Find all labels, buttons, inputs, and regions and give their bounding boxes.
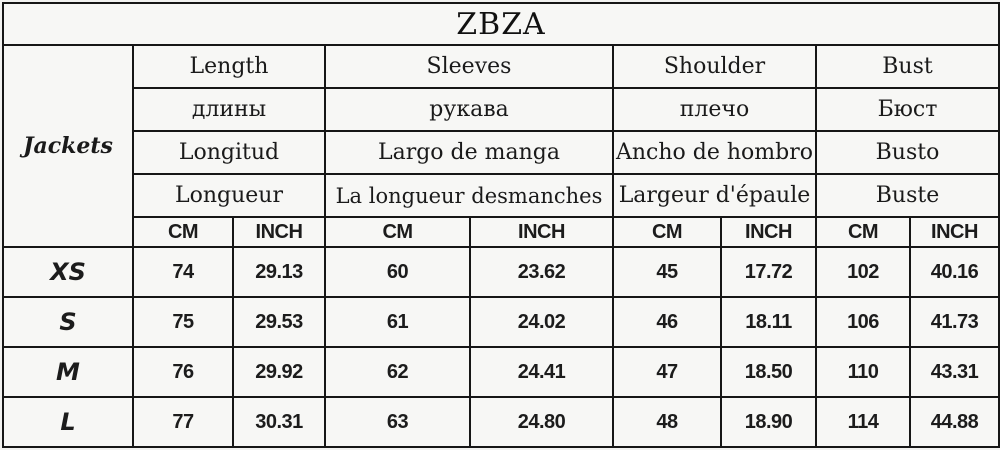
header-length-en: Length	[133, 45, 325, 88]
category-label: Jackets	[3, 45, 133, 247]
header-row-fr	[3, 174, 999, 217]
value-cell: 18.11	[721, 297, 816, 347]
value-cell: 29.53	[233, 297, 325, 347]
value-cell: 24.80	[470, 397, 613, 447]
header-row-en	[3, 45, 999, 88]
size-chart-table	[2, 2, 1000, 448]
size-label: L	[3, 397, 133, 447]
value-cell: 18.50	[721, 347, 816, 397]
header-shoulder-en: Shoulder	[613, 45, 816, 88]
value-cell: 106	[816, 297, 910, 347]
value-cell: 63	[325, 397, 470, 447]
table-row-xs	[3, 247, 999, 297]
value-cell: 62	[325, 347, 470, 397]
size-label: S	[3, 297, 133, 347]
unit-label-inch: INCH	[721, 217, 816, 247]
header-sleeves-ru: рукава	[325, 88, 613, 131]
header-sleeves-es: Largo de manga	[325, 131, 613, 174]
header-bust-fr: Buste	[816, 174, 999, 217]
value-cell: 61	[325, 297, 470, 347]
value-cell: 44.88	[910, 397, 999, 447]
header-sleeves-en: Sleeves	[325, 45, 613, 88]
value-cell: 43.31	[910, 347, 999, 397]
value-cell: 47	[613, 347, 721, 397]
value-cell: 46	[613, 297, 721, 347]
value-cell: 75	[133, 297, 233, 347]
header-length-ru: длины	[133, 88, 325, 131]
header-bust-es: Busto	[816, 131, 999, 174]
value-cell: 18.90	[721, 397, 816, 447]
value-cell: 40.16	[910, 247, 999, 297]
value-cell: 74	[133, 247, 233, 297]
header-length-es: Longitud	[133, 131, 325, 174]
value-cell: 48	[613, 397, 721, 447]
table-row-m	[3, 347, 999, 397]
value-cell: 24.02	[470, 297, 613, 347]
value-cell: 24.41	[470, 347, 613, 397]
value-cell: 17.72	[721, 247, 816, 297]
units-row	[3, 217, 999, 247]
header-row-es	[3, 131, 999, 174]
chart-title: ZBZA	[3, 3, 999, 45]
size-label: M	[3, 347, 133, 397]
value-cell: 77	[133, 397, 233, 447]
value-cell: 45	[613, 247, 721, 297]
value-cell: 30.31	[233, 397, 325, 447]
size-label: XS	[3, 247, 133, 297]
value-cell: 29.92	[233, 347, 325, 397]
unit-label-cm: CM	[133, 217, 233, 247]
unit-label-inch: INCH	[910, 217, 999, 247]
table-row-l	[3, 397, 999, 447]
header-bust-en: Bust	[816, 45, 999, 88]
table-row-s	[3, 297, 999, 347]
title-row	[3, 3, 999, 45]
unit-label-cm: CM	[816, 217, 910, 247]
header-shoulder-es: Ancho de hombro	[613, 131, 816, 174]
header-shoulder-ru: плечо	[613, 88, 816, 131]
unit-label-cm: CM	[325, 217, 470, 247]
value-cell: 110	[816, 347, 910, 397]
value-cell: 76	[133, 347, 233, 397]
value-cell: 41.73	[910, 297, 999, 347]
header-shoulder-fr: Largeur d'épaule	[613, 174, 816, 217]
header-bust-ru: Бюст	[816, 88, 999, 131]
header-length-fr: Longueur	[133, 174, 325, 217]
value-cell: 29.13	[233, 247, 325, 297]
unit-label-inch: INCH	[470, 217, 613, 247]
unit-label-cm: CM	[613, 217, 721, 247]
value-cell: 23.62	[470, 247, 613, 297]
unit-label-inch: INCH	[233, 217, 325, 247]
header-sleeves-fr: La longueur desmanches	[325, 174, 613, 217]
header-row-ru	[3, 88, 999, 131]
value-cell: 102	[816, 247, 910, 297]
value-cell: 114	[816, 397, 910, 447]
value-cell: 60	[325, 247, 470, 297]
